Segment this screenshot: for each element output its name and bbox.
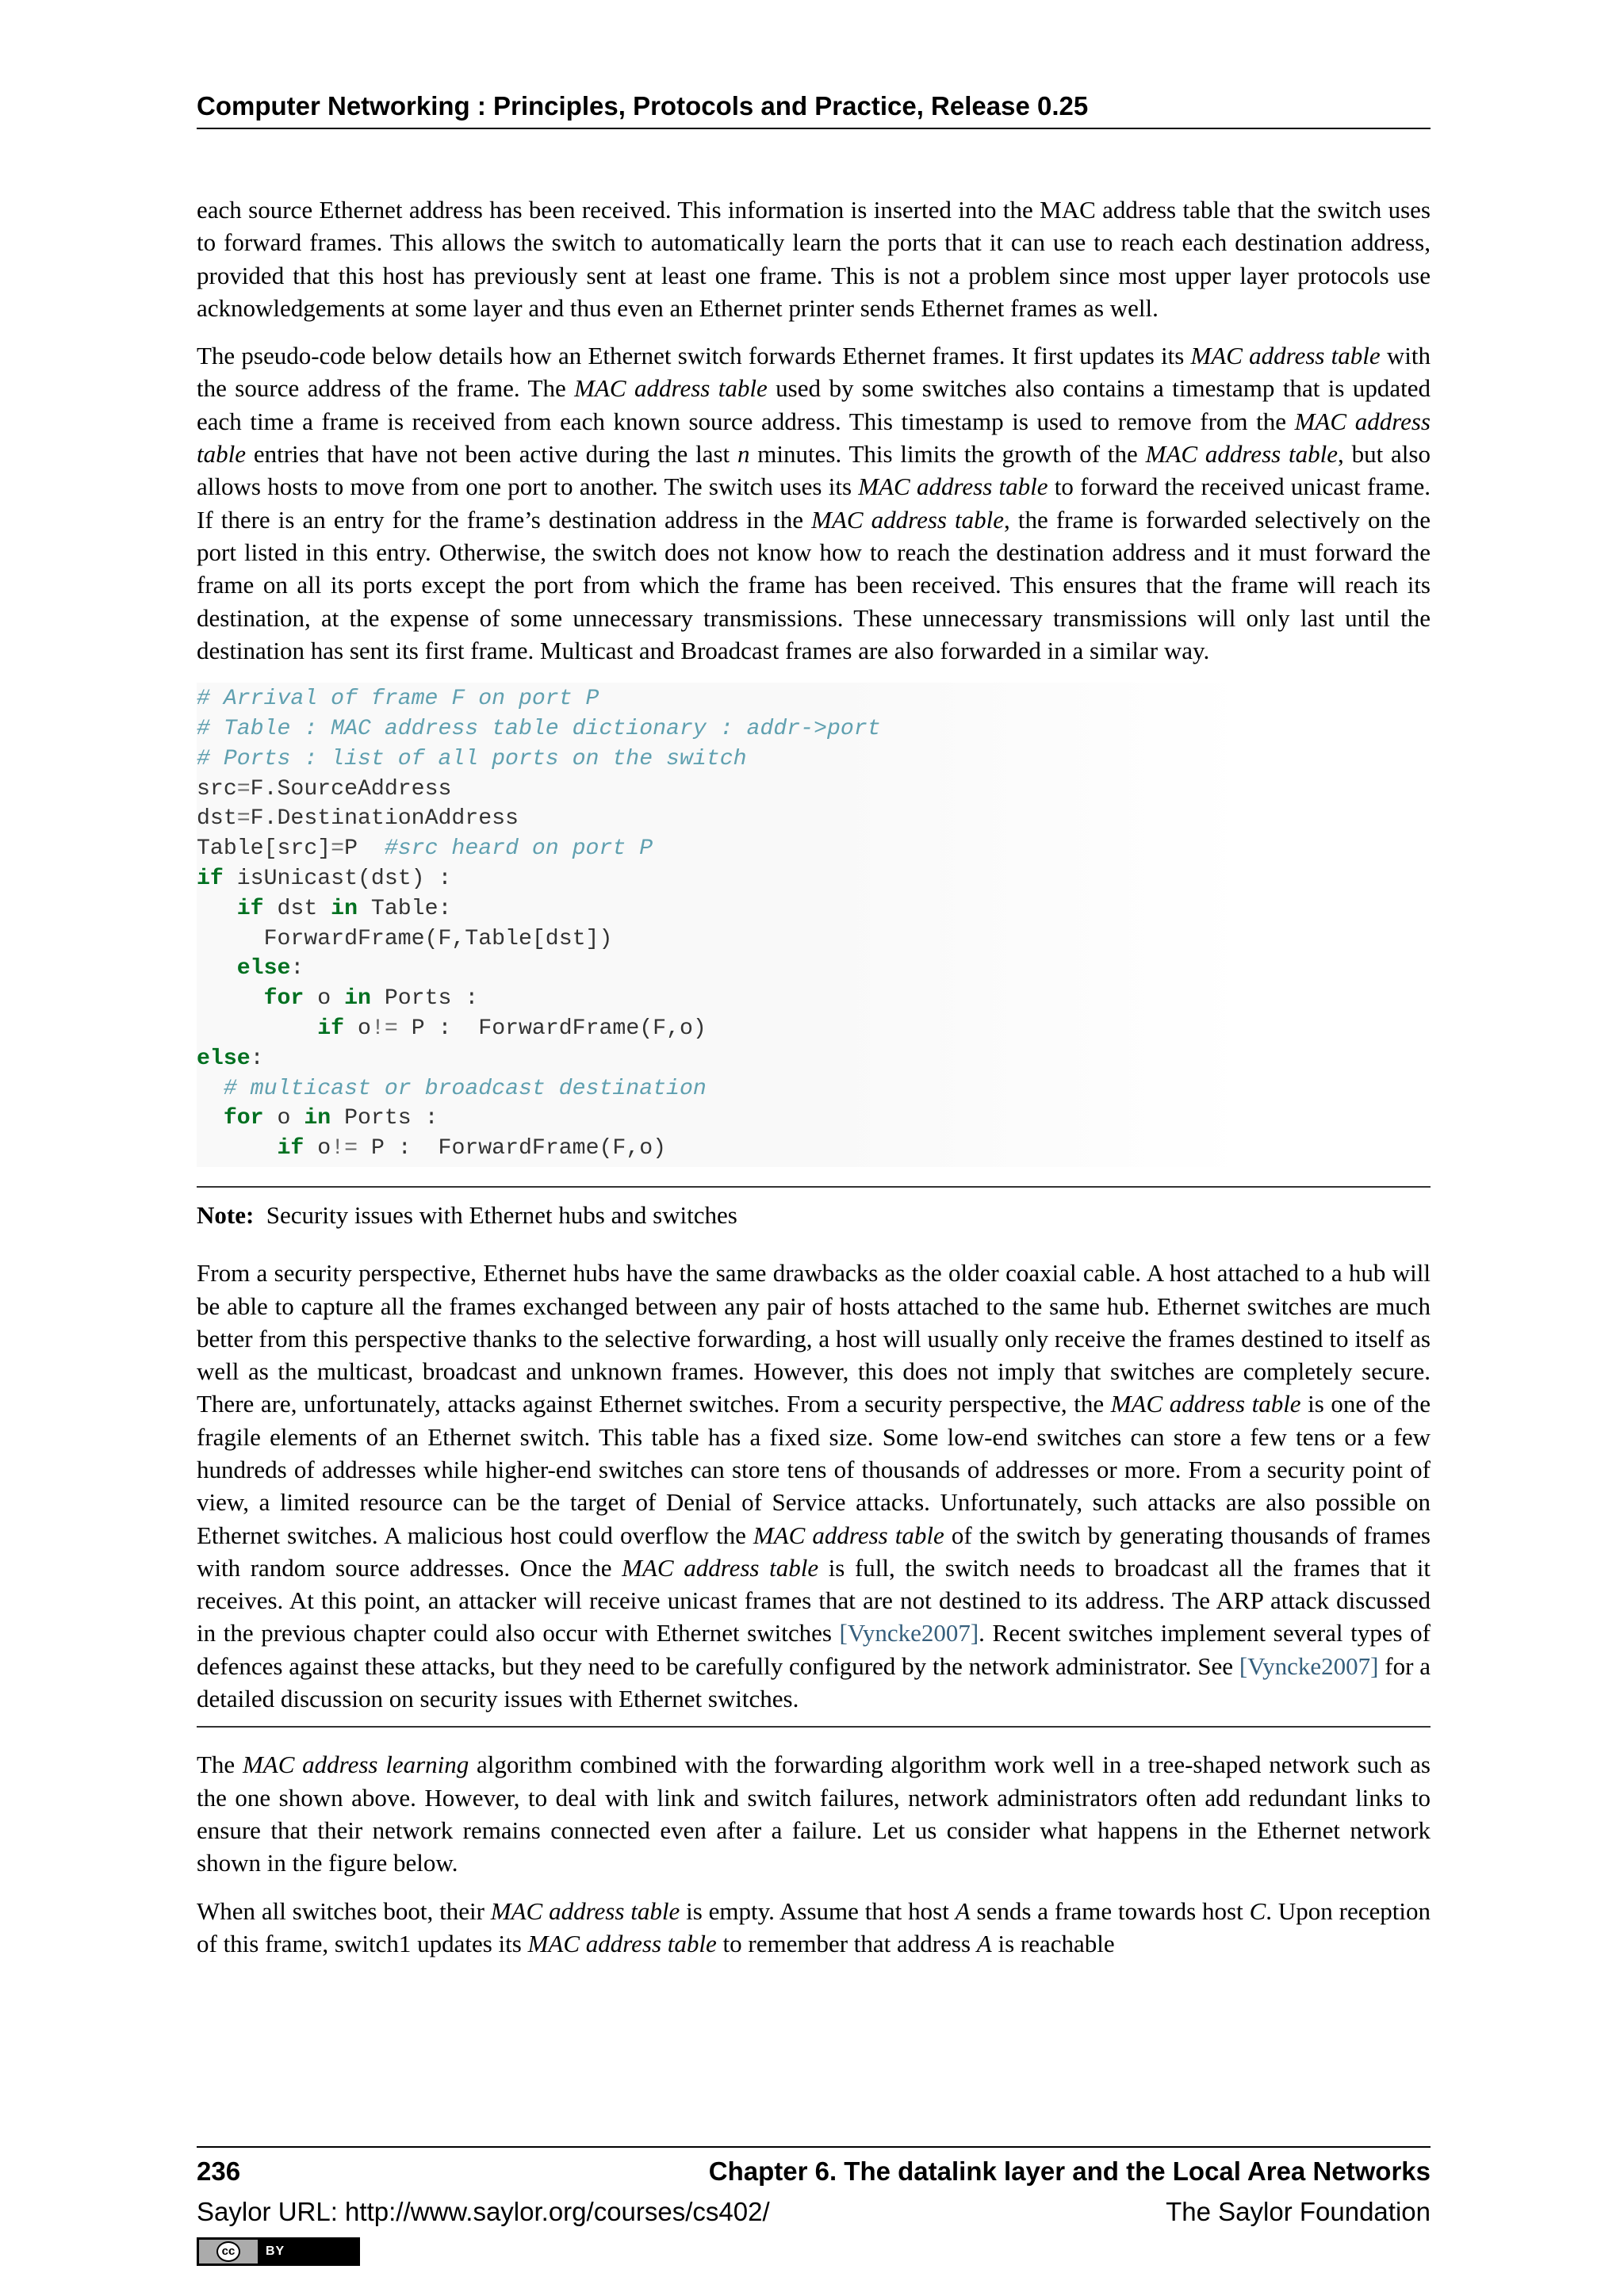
paragraph-4-text: is empty. Assume that host bbox=[680, 1896, 956, 1925]
code-comment: # multicast or broadcast destination bbox=[223, 1076, 707, 1101]
header-rule bbox=[197, 128, 1431, 129]
cc-logo-panel bbox=[199, 2240, 258, 2263]
cc-by-label: BY bbox=[266, 2244, 285, 2258]
paragraph-3-text: algorithm combined with the forwarding algorithm work well in a tree-shaped network such as the one shown above. However, to deal with link and switch failures, network administrators often add redundant links to ensure that their network remains connected even after a failure. Let us consider what happens in the Ethernet network shown in the figure below. bbox=[197, 1751, 1431, 1877]
code-comment: #src heard on port P bbox=[384, 836, 653, 862]
note-heading: Security issues with Ethernet hubs and switches bbox=[266, 1200, 737, 1229]
code-indent bbox=[197, 1077, 224, 1101]
note-text: for a detailed discussion on security issues with Ethernet switches. bbox=[197, 1651, 1431, 1713]
code-keyword: in bbox=[331, 896, 358, 921]
code-token: o bbox=[304, 1136, 331, 1161]
note-text: From a security perspective, Ethernet hubs have the same drawbacks as the older coaxial cable. A host attached to a hub will be able to capture all the frames exchanged between any pair of hosts attached to the same hub. Ethernet switches are much better from this perspective thanks to the selective forwarding, a host will usually only receive the frames destined to itself as well as the multicast, broadcast and unknown frames. However, this does not imply that switches are completely secure. There are, unfortunately, attacks against Ethernet switches. From a security perspective, the bbox=[197, 1259, 1431, 1418]
code-keyword: in bbox=[344, 986, 371, 1012]
paragraph-3 bbox=[197, 1748, 1431, 1879]
code-keyword: if bbox=[197, 866, 224, 891]
paragraph-4-text: sends a frame towards host bbox=[970, 1896, 1250, 1925]
code-line-10 bbox=[197, 954, 1431, 984]
paragraph-2-text: entries that have not been active during the last bbox=[246, 440, 737, 469]
code-line-14 bbox=[197, 1074, 1431, 1104]
running-header: Computer Networking : Principles, Protocols and Practice, Release 0.25 bbox=[197, 91, 1089, 121]
code-keyword: else bbox=[197, 1046, 251, 1071]
code-indent bbox=[197, 1106, 224, 1131]
note-text: . Recent switches implement several types of defences against these attacks, but they need to be carefully configured by the network administrator. See bbox=[197, 1619, 1431, 1680]
code-line-11 bbox=[197, 984, 1431, 1014]
code-indent bbox=[197, 986, 264, 1011]
paragraph-4-text: When all switches boot, their bbox=[197, 1896, 491, 1925]
term-mac-address-table: MAC address table bbox=[1145, 440, 1339, 469]
code-line-7 bbox=[197, 864, 1431, 894]
saylor-foundation: The Saylor Foundation bbox=[1166, 2197, 1431, 2226]
code-indent bbox=[197, 1136, 278, 1161]
term-mac-address-table: MAC address table bbox=[527, 1929, 717, 1957]
term-mac-address-table: MAC address table bbox=[1110, 1390, 1301, 1418]
term-mac-address-table: MAC address table bbox=[858, 473, 1048, 501]
page-content bbox=[197, 193, 1431, 1960]
code-token: isUnicast(dst) : bbox=[223, 866, 452, 891]
code-line-13 bbox=[197, 1044, 1431, 1074]
code-token: Table: bbox=[358, 896, 452, 921]
code-token: o bbox=[344, 1016, 371, 1041]
code-keyword: for bbox=[223, 1106, 264, 1131]
code-operator: != bbox=[370, 1016, 398, 1041]
paragraph-2-text: minutes. This limits the growth of the bbox=[749, 440, 1146, 469]
note-paragraph bbox=[197, 1257, 1431, 1715]
code-token: F.DestinationAddress bbox=[250, 806, 519, 832]
code-comment: # Ports : list of all ports on the switch bbox=[197, 746, 747, 771]
term-host-a: A bbox=[955, 1896, 971, 1925]
cc-by-license-badge[interactable] bbox=[197, 2237, 360, 2266]
code-operator: = bbox=[236, 806, 251, 832]
citation-link-vyncke2007[interactable]: [Vyncke2007] bbox=[839, 1619, 979, 1647]
code-operator: = bbox=[236, 776, 251, 802]
code-line-4 bbox=[197, 775, 1431, 805]
code-indent bbox=[197, 897, 237, 921]
code-token: P bbox=[344, 836, 385, 862]
code-token: P : ForwardFrame(F,o) bbox=[358, 1136, 667, 1161]
term-mac-address-table: MAC address table bbox=[622, 1553, 819, 1582]
paragraph-2-text: , but also allows hosts to move from one port to another. The switch uses its bbox=[197, 440, 1431, 501]
term-mac-address-table: MAC address table bbox=[811, 505, 1005, 534]
term-mac-address-table: MAC address table bbox=[197, 407, 1431, 469]
code-token: o bbox=[304, 986, 345, 1012]
code-line-2 bbox=[197, 714, 1431, 744]
term-host-c: C bbox=[1249, 1896, 1266, 1925]
code-keyword: else bbox=[236, 956, 291, 982]
term-n: n bbox=[737, 440, 750, 469]
paragraph-4 bbox=[197, 1895, 1431, 1961]
code-line-15 bbox=[197, 1104, 1431, 1134]
code-line-1 bbox=[197, 684, 1431, 714]
code-token: o bbox=[263, 1106, 304, 1131]
code-line-16 bbox=[197, 1134, 1431, 1164]
term-mac-address-table: MAC address table bbox=[490, 1896, 680, 1925]
citation-link-vyncke2007[interactable]: [Vyncke2007] bbox=[1239, 1651, 1379, 1680]
code-line-9 bbox=[197, 924, 1431, 955]
paragraph-2-text: used by some switches also contains a timestamp that is updated each time a frame is received from each known source address. This timestamp is used to remove from the bbox=[197, 374, 1431, 435]
pseudo-code-block bbox=[197, 683, 1431, 1167]
code-line-3 bbox=[197, 744, 1431, 775]
paragraph-4-text: . Upon reception of this frame, switch1 updates its bbox=[197, 1896, 1431, 1957]
code-token: Ports : bbox=[370, 986, 479, 1012]
paragraph-1: each source Ethernet address has been received. This information is inserted into the MAC address table that the switch uses to forward frames. This allows the switch to automatically learn the ports that it can use to reach each destination address, provided that this host has previously sent at least one frame. This is not a problem since most upper layer protocols use acknowledgements at some layer and thus even an Ethernet printer sends Ethernet frames as well. bbox=[197, 196, 1431, 322]
code-comment: # Table : MAC address table dictionary : addr->port bbox=[197, 716, 881, 741]
note-text: is full, the switch needs to broadcast all the frames that it receives. At this point, an attacker will receive unicast frames that are not destined to its address. The ARP attack discussed in the previous chapter could also occur with Ethernet switches bbox=[197, 1553, 1431, 1647]
code-keyword: if bbox=[277, 1136, 304, 1161]
note-text: of the switch by generating thousands of frames with random source addresses. Once the bbox=[197, 1521, 1431, 1582]
term-mac-address-table: MAC address table bbox=[753, 1521, 944, 1549]
code-line-8 bbox=[197, 894, 1431, 924]
term-mac-address-table: MAC address table bbox=[574, 374, 768, 403]
code-token: ForwardFrame(F,Table[dst]) bbox=[197, 926, 613, 951]
paragraph-4-text: is reachable bbox=[991, 1929, 1115, 1957]
code-keyword: in bbox=[304, 1106, 331, 1131]
chapter-title: Chapter 6. The datalink layer and the Local Area Networks bbox=[708, 2156, 1431, 2186]
page-number: 236 bbox=[197, 2156, 241, 2186]
note-label: Note: bbox=[197, 1200, 255, 1229]
code-line-5 bbox=[197, 804, 1431, 834]
code-token: Ports : bbox=[331, 1106, 439, 1131]
code-keyword: if bbox=[236, 896, 264, 921]
note-title bbox=[197, 1188, 1431, 1242]
cc-icon: cc bbox=[216, 2241, 240, 2262]
note-text: is one of the fragile elements of an Ethernet switch. This table has a fixed size. Some low-end switches can store a few tens or a few hundreds of addresses while higher-end switches can store tens of thousands of addresses or more. From a security point of view, a limited resource can be the target of Denial of Service attacks. Unfortunately, such attacks are also possible on Ethernet switches. A malicious host could overflow the bbox=[197, 1390, 1431, 1549]
paragraph-3-text: The bbox=[197, 1751, 243, 1779]
code-operator: = bbox=[331, 836, 345, 862]
code-token: Table[src] bbox=[197, 836, 331, 862]
code-keyword: for bbox=[263, 986, 304, 1012]
code-token: dst bbox=[197, 806, 237, 832]
code-token: : bbox=[290, 956, 304, 982]
footer-rule bbox=[197, 2146, 1431, 2148]
code-token: src bbox=[197, 776, 237, 802]
code-keyword: if bbox=[317, 1016, 345, 1041]
code-comment: # Arrival of frame F on port P bbox=[197, 687, 599, 712]
note-body bbox=[197, 1257, 1431, 1726]
term-mac-address-table: MAC address table bbox=[1190, 342, 1381, 370]
term-mac-address-learning: MAC address learning bbox=[242, 1751, 469, 1779]
paragraph-2-text: with the source address of the frame. The bbox=[197, 342, 1431, 403]
paragraph-2-text: to forward the received unicast frame. If there is an entry for the frame’s destination address in the bbox=[197, 473, 1431, 534]
code-token: : bbox=[250, 1046, 264, 1071]
saylor-url[interactable]: Saylor URL: http://www.saylor.org/courses/cs402/ bbox=[197, 2197, 770, 2226]
code-line-12 bbox=[197, 1014, 1431, 1044]
code-indent bbox=[197, 1016, 317, 1041]
security-note bbox=[197, 1186, 1431, 1728]
document-page bbox=[197, 0, 1431, 2296]
code-token: P : ForwardFrame(F,o) bbox=[397, 1016, 707, 1041]
term-host-a: A bbox=[976, 1929, 992, 1957]
code-token: F.SourceAddress bbox=[250, 776, 452, 802]
code-indent bbox=[197, 956, 237, 981]
paragraph-2 bbox=[197, 339, 1431, 667]
paragraph-2-text: The pseudo-code below details how an Ethernet switch forwards Ethernet frames. It first updates its bbox=[197, 342, 1191, 370]
code-operator: != bbox=[331, 1136, 358, 1161]
code-line-6 bbox=[197, 834, 1431, 864]
paragraph-4-text: to remember that address bbox=[716, 1929, 977, 1957]
code-token: dst bbox=[263, 896, 331, 921]
paragraph-2-text: , the frame is forwarded selectively on the port listed in this entry. Otherwise, the switch does not know how to reach the destination address and it must forward the frame on all its ports except the port from which the frame has been received. This ensures that the frame will reach its destination, at the expense of some unnecessary transmissions. These unnecessary transmissions will only last until the destination has sent its first frame. Multicast and Broadcast frames are also forwarded in a similar way. bbox=[197, 505, 1431, 664]
